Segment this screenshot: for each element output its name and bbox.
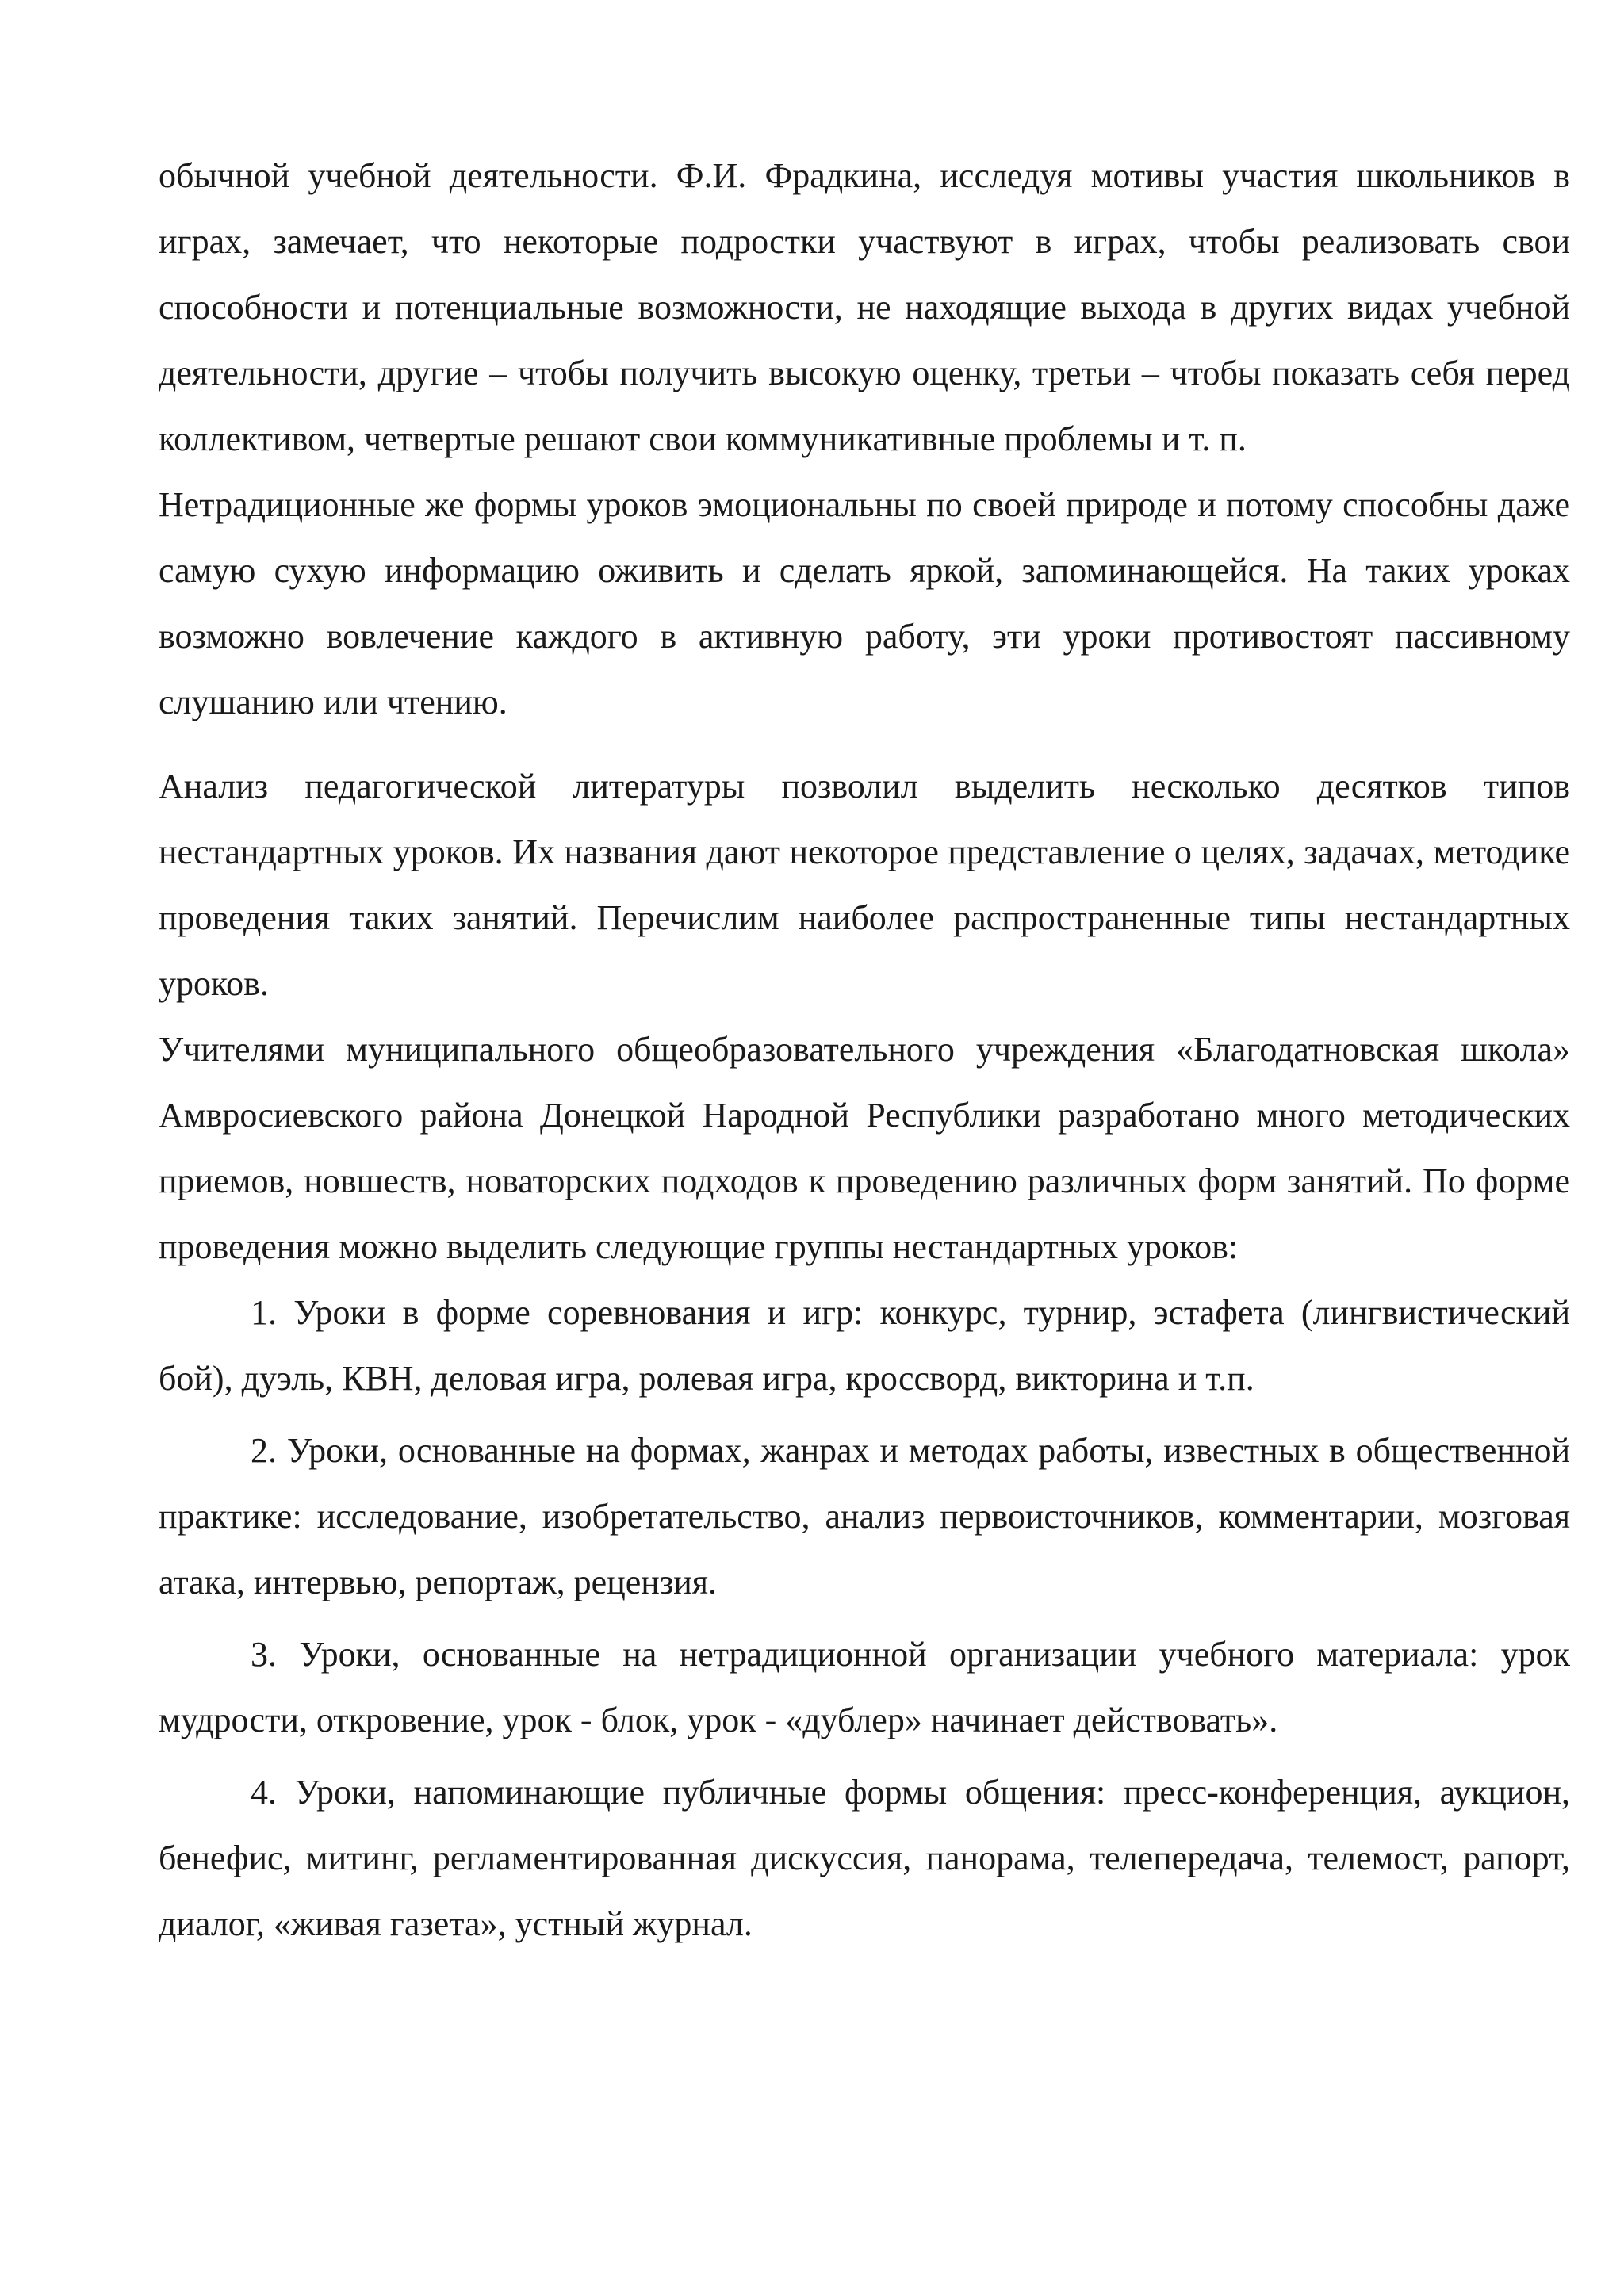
paragraph-teachers-methods: Учителями муниципального общеобразовательного учреждения «Благодатновская школа» Амвросиевского района Донецкой Народной Республики разработано много методических приемов, новшеств, новаторских подходов к проведению различных форм занятий. По форме проведения можно выделить следующие группы нестандартных уроков: — [159, 1030, 1570, 1266]
list-item-social-practice: 2. Уроки, основанные на формах, жанрах и методах работы, известных в общественной практике: исследование, изобретательство, анализ первоисточников, комментарии, мозговая атака, интервью, репортаж, рецензия. — [159, 1431, 1570, 1601]
paragraph-literature-analysis: Анализ педагогической литературы позволил выделить несколько десятков типов нестандартных уроков. Их названия дают некоторое представление о целях, задачах, методике проведения таких занятий. Перечислим наиболее распространенные типы нестандартных уроков. — [159, 767, 1570, 1003]
paragraph-spacer — [159, 735, 1570, 753]
paragraph-game-motives: обычной учебной деятельности. Ф.И. Фрадкина, исследуя мотивы участия школьников в играх, замечает, что некоторые подростки участвуют в играх, чтобы реализовать свои способности и потенциальные возможности, не находящие выхода в других видах учебной деятельности, другие – чтобы получить высокую оценку, третьи – чтобы показать себя перед коллективом, четвертые решают свои коммуникативные проблемы и т. п. — [159, 156, 1570, 458]
list-item-public-communication: 4. Уроки, напоминающие публичные формы общения: пресс-конференция, аукцион, бенефис, митинг, регламентированная дискуссия, панорама, телепередача, телемост, рапорт, диалог, «живая газета», устный журнал. — [159, 1773, 1570, 1943]
list-item-competition-games: 1. Уроки в форме соревнования и игр: конкурс, турнир, эстафета (лингвистический бой), дуэль, КВН, деловая игра, ролевая игра, кроссворд, викторина и т.п. — [159, 1293, 1570, 1398]
document-page — [159, 143, 1570, 1957]
paragraph-nontraditional-forms: Нетрадиционные же формы уроков эмоциональны по своей природе и потому способны даже самую сухую информацию оживить и сделать яркой, запоминающейся. На таких уроках возможно вовлечение каждого в активную работу, эти уроки противостоят пассивному слушанию или чтению. — [159, 485, 1570, 721]
list-item-nontraditional-organization: 3. Уроки, основанные на нетрадиционной организации учебного материала: урок мудрости, откровение, урок - блок, урок - «дублер» начинает действовать». — [159, 1635, 1570, 1739]
